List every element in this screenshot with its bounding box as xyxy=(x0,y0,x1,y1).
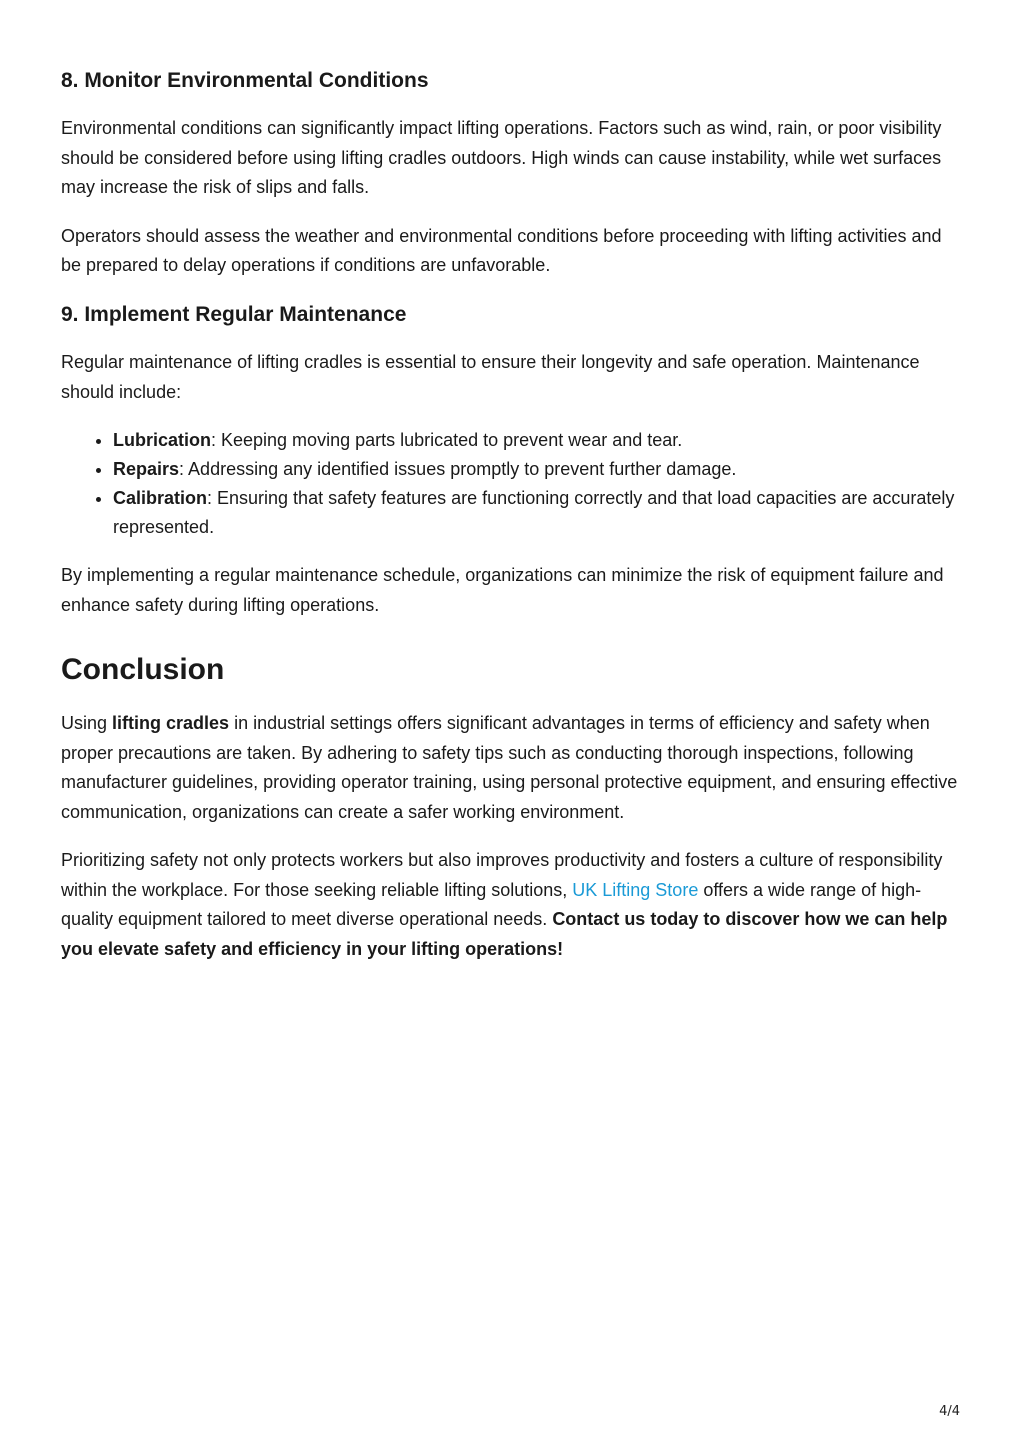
conclusion-paragraph-1 xyxy=(61,709,961,827)
maintenance-list xyxy=(61,426,961,542)
section-9-heading: 9. Implement Regular Maintenance xyxy=(61,302,407,326)
list-item-text: : Keeping moving parts lubricated to prevent wear and tear. xyxy=(211,430,683,451)
list-item-term: Lubrication xyxy=(113,430,211,451)
section-9-intro: Regular maintenance of lifting cradles is essential to ensure their longevity and safe operation. Maintenance should include: xyxy=(61,352,920,402)
section-9-closing: By implementing a regular maintenance schedule, organizations can minimize the risk of equipment failure and enhance safety during lifting operations. xyxy=(61,565,944,615)
list-item xyxy=(113,455,961,484)
conclusion-p2-mid: offers a wide range of high-quality equipment tailored to meet diverse operational needs. xyxy=(61,879,922,930)
conclusion-p1-pre: Using xyxy=(61,713,113,734)
list-item xyxy=(113,484,961,542)
list-item xyxy=(113,426,961,455)
conclusion-p2-pre: Prioritizing safety not only protects workers but also improves productivity and fosters a culture of responsibility within the workplace. For those seeking reliable lifting solutions, xyxy=(61,850,943,900)
section-8-heading: 8. Monitor Environmental Conditions xyxy=(61,69,429,92)
uk-lifting-store-link[interactable]: UK Lifting Store xyxy=(572,879,699,900)
list-item-term: Repairs xyxy=(113,459,180,480)
section-8-paragraph-1: Environmental conditions can significantly impact lifting operations. Factors such as wind, rain, or poor visibility should be considered before using lifting cradles outdoors. High winds can cause instability, while wet surfaces may increase the risk of slips and falls. xyxy=(61,118,942,198)
list-item-text: : Ensuring that safety features are functioning correctly and that load capacities are accurately represented. xyxy=(113,488,955,538)
list-item-term: Calibration xyxy=(113,488,208,509)
page-number: 4/4 xyxy=(939,1404,960,1419)
section-8-paragraph-2: Operators should assess the weather and environmental conditions before proceeding with lifting activities and be prepared to delay operations if conditions are unfavorable. xyxy=(61,225,942,276)
conclusion-paragraph-2 xyxy=(61,846,961,964)
document-page xyxy=(61,66,961,983)
list-item-text: : Addressing any identified issues promptly to prevent further damage. xyxy=(179,459,737,480)
conclusion-p1-bold: lifting cradles xyxy=(112,713,230,734)
conclusion-heading: Conclusion xyxy=(61,653,225,687)
conclusion-p1-post: in industrial settings offers significant advantages in terms of efficiency and safety when proper precautions are taken. By adhering to safety tips such as conducting thorough inspections, following manufacturer guidelines, providing operator training, using personal protective equipment, and ensuring effective communication, organizations can create a safer working environment. xyxy=(61,713,958,822)
conclusion-p2-bold: Contact us today to discover how we can help you elevate safety and efficiency in your lifting operations! xyxy=(61,909,948,959)
